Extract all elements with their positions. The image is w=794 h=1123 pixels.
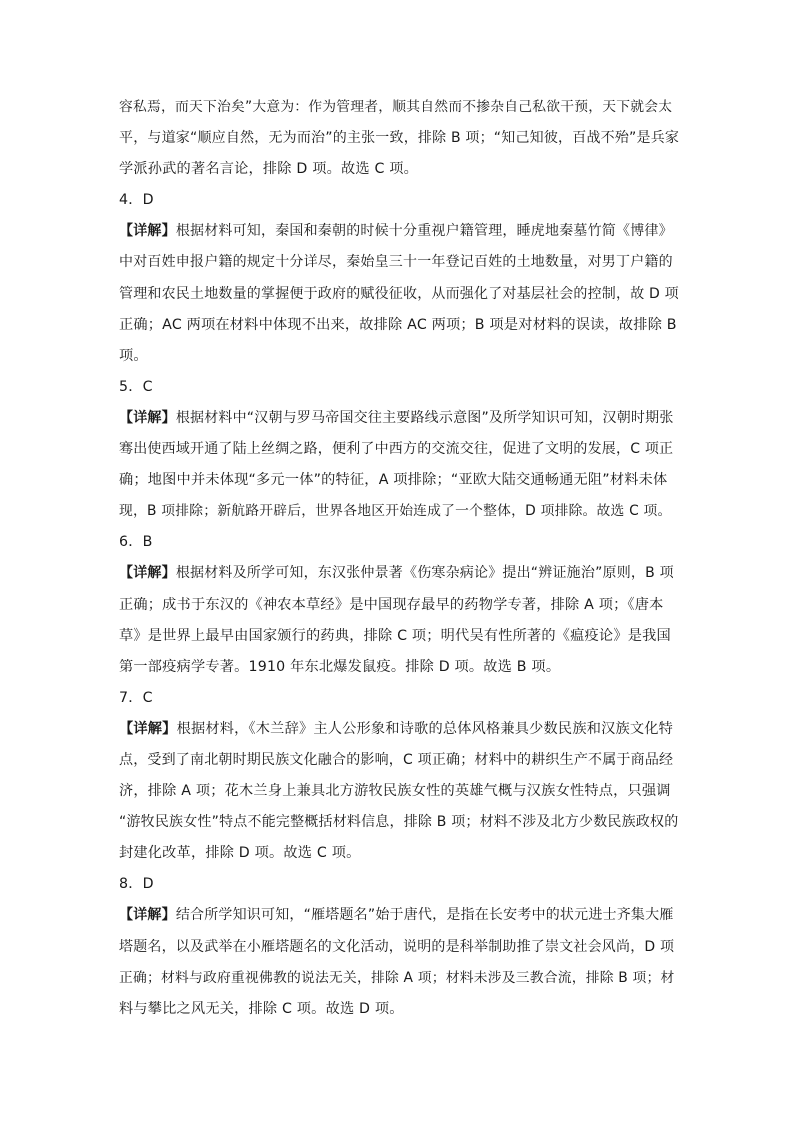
- text-line: [119, 216, 679, 247]
- text-line: 正确；成书于东汉的《神农本草经》是中国现存最早的药物学专著，排除 A 项；《唐本: [119, 596, 664, 613]
- detail-tag: 【详解】: [119, 409, 176, 426]
- text-line: 正确；材料与政府重视佛教的说法无关，排除 A 项；材料未涉及三教合流，排除 B 项；材: [119, 969, 675, 986]
- text-line: [119, 714, 679, 745]
- text-line: 骞出使西域开通了陆上丝绸之路，便利了中西方的交流交往，促进了文明的发展，C 项正: [119, 441, 674, 458]
- text-line: “游牧民族女性”特点不能完整概括材料信息，排除 B 项；材料不涉及北方少数民族政权的: [119, 814, 679, 831]
- detail-tag: 【详解】: [119, 223, 176, 240]
- text-line: 点，受到了南北朝时期民族文化融合的影响，C 项正确；材料中的耕织生产不属于商品经: [119, 751, 674, 768]
- text-line-content: 根据材料及所学可知，东汉张仲景著《伤寒杂病论》提出“辨证施治”原则，B 项: [175, 565, 674, 582]
- text-line: 第一部疫病学专著。1910 年东北爆发鼠疫。排除 D 项。故选 B 项。: [119, 658, 561, 675]
- text-line: 塔题名，以及武举在小雁塔题名的文化活动，说明的是科举制助推了崇文社会风尚，D 项: [119, 938, 675, 955]
- text-line: 正确；AC 两项在材料中体现不出来，故排除 AC 两项；B 项是对材料的误读，故排除 B: [119, 316, 677, 333]
- answer-5-explanation: [119, 403, 679, 527]
- detail-tag: 【详解】: [119, 565, 176, 582]
- text-line: 管理和农民土地数量的掌握便于政府的赋役征收，从而强化了对基层社会的控制，故 D 项: [119, 285, 679, 302]
- answer-4-explanation: [119, 216, 679, 371]
- answer-number-5: 5．C: [119, 378, 153, 395]
- detail-tag: 【详解】: [119, 907, 176, 924]
- text-line: [119, 403, 679, 434]
- text-line: [119, 900, 679, 931]
- answer-number-8: 8．D: [119, 876, 154, 893]
- text-line-content: 根据材料，《木兰辞》主人公形象和诗歌的总体风格兼具少数民族和汉族文化特: [176, 720, 674, 737]
- text-line: 封建化改革，排除 D 项。故选 C 项。: [119, 845, 361, 862]
- text-line: 济，排除 A 项；花木兰身上兼具北方游牧民族女性的英雄气概与汉族女性特点，只强调: [119, 783, 671, 800]
- answer-number-4: 4．D: [119, 192, 154, 209]
- text-line: [119, 558, 679, 589]
- text-line: 料与攀比之风无关，排除 C 项。故选 D 项。: [119, 1000, 404, 1017]
- text-line: 中对百姓申报户籍的规定十分详尽，秦始皇三十一年登记百姓的土地数量，对男丁户籍的: [119, 254, 673, 271]
- text-line: 容私焉，而天下治矣”大意为：作为管理者，顺其自然而不掺杂自己私欲干预，天下就会太: [119, 99, 673, 115]
- text-line-content: 根据材料可知，秦国和秦朝的时候十分重视户籍管理，睡虎地秦墓竹简《博律》: [175, 223, 673, 240]
- answer-3-explanation-continued: [119, 92, 679, 185]
- text-line: 平，与道家“顺应自然，无为而治”的主张一致，排除 B 项；“知己知彼，百战不殆”是兵家: [119, 130, 680, 147]
- answer-6-explanation: [119, 558, 679, 682]
- text-line: 草》是世界上最早由国家颁行的药典，排除 C 项；明代吴有性所著的《瘟疫论》是我国: [119, 627, 671, 644]
- text-line: 确；地图中并未体现“多元一体”的特征，A 项排除；“亚欧大陆交通畅通无阻”材料未体: [119, 472, 668, 489]
- text-line: 项。: [119, 347, 148, 364]
- text-line: 现，B 项排除；新航路开辟后，世界各地区开始连成了一个整体，D 项排除。故选 C 项。: [119, 503, 672, 520]
- answer-7-explanation: [119, 714, 679, 869]
- text-line: 学派孙武的著名言论，排除 D 项。故选 C 项。: [119, 161, 419, 178]
- answer-8-explanation: [119, 900, 679, 1024]
- detail-tag: 【详解】: [119, 720, 177, 737]
- text-line-content: 根据材料中“汉朝与罗马帝国交往主要路线示意图”及所学知识可知，汉朝时期张: [175, 409, 674, 426]
- document-page: [119, 92, 679, 1025]
- answer-number-6: 6．B: [119, 534, 153, 551]
- answer-number-7: 7．C: [119, 689, 153, 706]
- text-line-content: 结合所学知识可知，“雁塔题名”始于唐代，是指在长安考中的状元进士齐集大雁: [175, 907, 674, 924]
